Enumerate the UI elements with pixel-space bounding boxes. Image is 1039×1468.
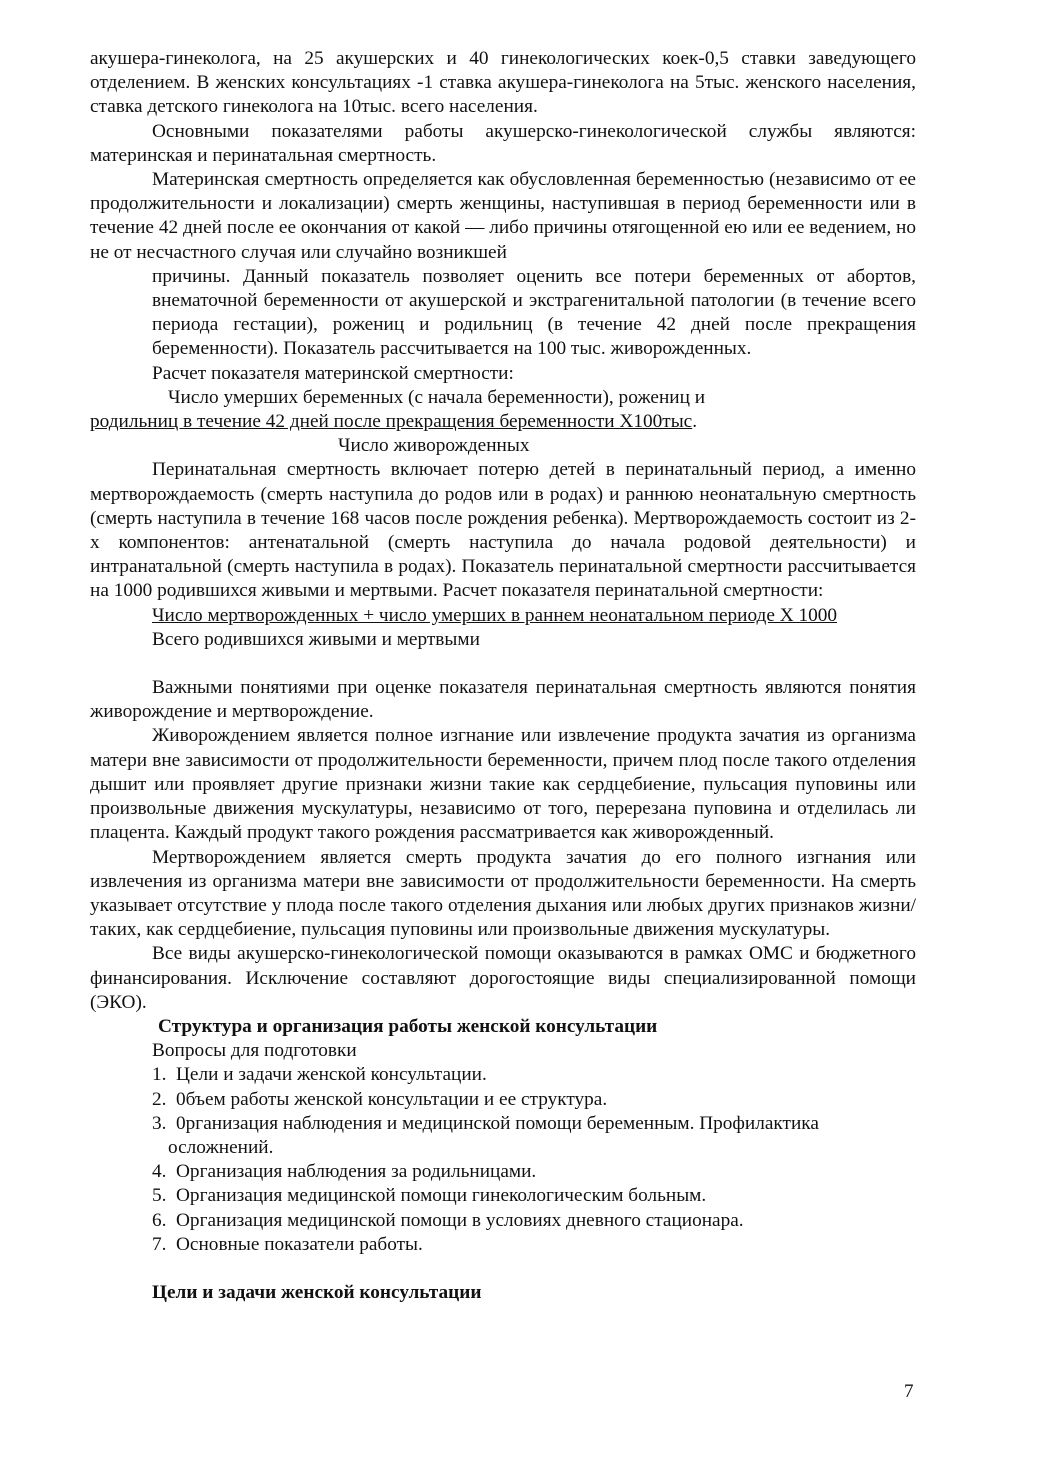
paragraph-funding: Все виды акушерско-гинекологической помощи оказываются в рамках ОМС и бюджетного финансирования. Исключение составляют дорогостоящие виды специализированной помощи (ЭКО). <box>90 943 916 1013</box>
list-item <box>90 1184 916 1208</box>
paragraph-maternal-mortality-definition: Материнская смертность определяется как обусловленная беременностью (независимо от ее продолжительности и локализации) смерть женщины, наступившая в период беременности или в течение 42 дней после ее окончания от какой — либо причины отягощенной ею или ее ведением, но не от несчастного случая или случайно возникшей <box>90 169 916 263</box>
formula-numerator-line-2 <box>90 410 916 434</box>
paragraph-maternal-formula-intro: Расчет показателя материнской смертности: <box>152 362 514 384</box>
perinatal-mortality-formula <box>90 604 916 652</box>
list-item-number: 3. <box>152 1112 167 1134</box>
paragraph-perinatal-mortality: Перинатальная смертность включает потерю детей в перинатальный период, а именно мертворождаемость (смерть наступила до родов или в родах) и раннюю неонатальную смертность (смерть наступила в течение 168 часов после рождения ребенка). Мертворождаемость состоит из 2-х компонентов: антенатальной (смерть наступила до начала родовой деятельности) и интранатальной (смерть наступила в родах). Показатель перинатальной смертности рассчитывается на 1000 родившихся живыми и мертвыми. Расчет показателя перинатальной смертности: <box>90 459 916 602</box>
list-item <box>90 1209 916 1233</box>
blank-line <box>90 652 916 676</box>
formula-denominator: Число живорожденных <box>338 435 530 457</box>
formula-numerator-period: . <box>692 411 698 433</box>
questions-list <box>90 1063 916 1257</box>
list-item-text: Организация наблюдения за родильницами. <box>176 1161 537 1183</box>
section-subheading: Вопросы для подготовки <box>152 1040 357 1062</box>
paragraph-live-birth: Живорождением является полное изгнание или извлечение продукта зачатия из организма матери вне зависимости от продолжительности беременности, причем плод после такого отделения дышит или проявляет другие признаки жизни такие как сердцебиение, пульсация пуповины или произвольные движения мускулатуры, независимо от того, перерезана пуповина и отделилась ли плацента. Каждый продукт такого рождения рассматривается как живорожденный. <box>90 725 916 844</box>
section-heading-goals: Цели и задачи женской консультации <box>152 1281 482 1303</box>
formula-numerator-line-1: Число умерших беременных (с начала беременности), рожениц и <box>168 386 706 408</box>
list-item-number: 5. <box>152 1185 167 1207</box>
list-item-number: 6. <box>152 1209 167 1231</box>
list-item-text: Основные показатели работы. <box>176 1233 423 1255</box>
list-item-number: 4. <box>152 1161 167 1183</box>
perinatal-formula-denominator: Всего родившихся живыми и мертвыми <box>152 628 480 650</box>
list-item-number: 7. <box>152 1233 167 1255</box>
maternal-mortality-formula <box>90 386 916 459</box>
perinatal-numerator-underlined: Число мертворожденных + число умерших в раннем неонатальном периоде Х 1000 <box>152 604 838 626</box>
perinatal-formula-numerator <box>90 604 916 628</box>
list-item <box>90 1088 916 1112</box>
paragraph-stillbirth: Мертворождением является смерть продукта зачатия до его полного изгнания или извлечения из организма матери вне зависимости от продолжительности беременности. На смерть указывает отсутствие у плода после такого отделения дыхания или любых других признаков жизни/таких, как сердцебиение, пульсация пуповины или произвольные движения мускулатуры. <box>90 846 916 941</box>
list-item <box>90 1233 916 1257</box>
formula-numerator-underlined: родильниц в течение 42 дней после прекращения беременности Х100тыс <box>90 411 693 433</box>
paragraph-maternal-mortality-causes: причины. Данный показатель позволяет оценить все потери беременных от абортов, внематочной беременности от акушерской и экстрагенитальной патологии (в течение всего периода гестации), рожениц и родильниц (в течение 42 дней после прекращения беременности). Показатель рассчитывается на 100 тыс. живорожденных. <box>152 265 916 360</box>
page-number: 7 <box>904 1381 914 1402</box>
list-item-text: Организация медицинской помощи в условиях дневного стационара. <box>176 1209 744 1231</box>
paragraph-staffing: акушера-гинеколога, на 25 акушерских и 40 гинекологических коек-0,5 ставки заведующего отделением. В женских консультациях -1 ставка акушера-гинеколога на 5тыс. женского населения, ставка детского гинеколога на 10тыс. всего населения. <box>90 48 916 118</box>
section-heading: Структура и организация работы женской консультации <box>158 1015 658 1037</box>
page-content <box>90 47 916 1305</box>
list-item-continuation: осложнений. <box>168 1136 274 1158</box>
paragraph-main-indicators: Основными показателями работы акушерско-гинекологической службы являются: материнская и перинатальная смертность. <box>90 120 916 166</box>
list-item-number: 2. <box>152 1088 167 1110</box>
list-item-text: 0бъем работы женской консультации и ее структура. <box>176 1088 608 1110</box>
list-item-text: 0рганизация наблюдения и медицинской помощи беременным. Профилактика <box>176 1112 819 1134</box>
list-item-number: 1. <box>152 1064 167 1086</box>
list-item <box>90 1063 916 1087</box>
paragraph-key-concepts: Важными понятиями при оценке показателя перинатальная смертность являются понятия живорождение и мертворождение. <box>90 677 916 723</box>
list-item <box>90 1160 916 1184</box>
list-item <box>90 1112 916 1160</box>
list-item-text: Цели и задачи женской консультации. <box>176 1064 487 1086</box>
list-item-text: Организация медицинской помощи гинекологическим больным. <box>176 1185 707 1207</box>
